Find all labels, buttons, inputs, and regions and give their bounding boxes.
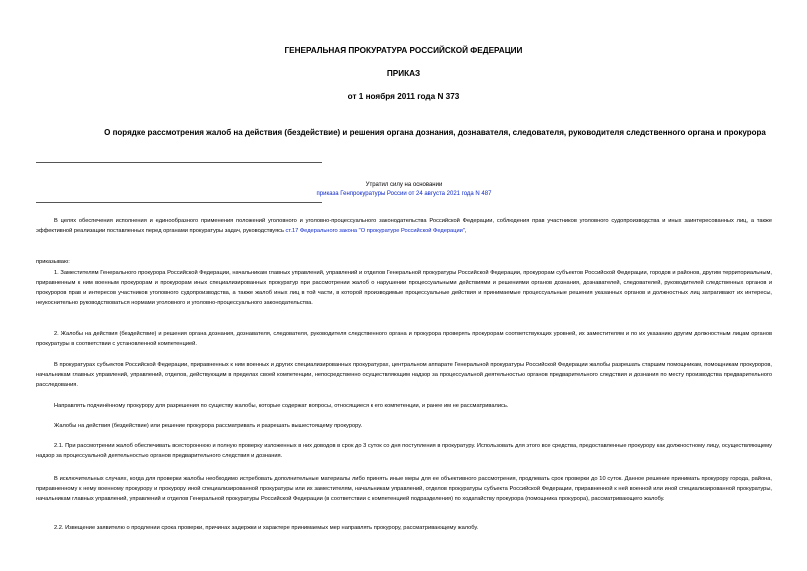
paragraph-1: 1. Заместителям Генерального прокурора Российской Федерации, начальникам главных управлений, управлений и отделов Генеральной прокуратуры Российской Федерации, прокурорам субъектов Российской Федерации, городов и районов, другим территориальным, приравненным к ним военным прокурорам и прокурорам иных специализированных прокуратур при рассмотрении жалоб о нарушении процессуальными действиями и решениями органов дознания, дознавателей, следователей, руководителей следственных органов и прокуроров прав и интересов участников уголовного судопроизводства, а также жалоб иных лиц в той части, в которой производимые процессуальные действия и принимаемые процессуальные решения указанных органов и должностных лиц затрагивают их интересы, неукоснительно руководствоваться нормами уголовного и уголовно-процессуального законодательства. (36, 270, 772, 306)
paragraph-2: 2. Жалобы на действия (бездействие) и решения органа дознания, дознавателя, следователя, руководителя следственного органа и прокурора проверять прокурорам соответствующих уровней, их заместителям и по их указанию другим должностным лицам органов прокуратуры в соответствии с установленной компетенцией. (36, 331, 772, 347)
paragraph-8: 2.2. Извещение заявителю о продлении срока проверки, причинах задержки и характере принимаемых мер направлять прокурору, рассматривающему жалобу. (54, 525, 479, 531)
expired-notice (36, 181, 772, 199)
divider-line (36, 162, 322, 163)
paragraph-5: Жалобы на действия (бездействие) или решение прокурора рассматривать и разрешать вышестоящему прокурору. (54, 423, 363, 429)
law-article-link[interactable]: ст.17 Федерального закона "О прокуратуре Российской Федерации" (285, 228, 465, 234)
doc-type-heading: ПРИКАЗ (386, 69, 421, 78)
divider-line-2 (36, 202, 322, 203)
paragraph-7: В исключительных случаях, когда для проверки жалобы необходимо истребовать дополнительные материалы либо принять иные меры для ее объективного рассмотрения, продлевать срок проверки до 10 суток. Данное решение принимать прокурору города, района, приравненному к нему военному прокурору и прокурору иной специализированной прокуратуры или их заместителям, начальникам управлений, отделов прокуратуры субъекта Российской Федерации, приравненной к ней военной или иной специализированной прокуратуры, начальникам главных управлений, управлений и отделов Генеральной прокуратуры Российской Федерации (в соответствии с компетенцией подразделения) по ходатайству прокурора (помощника прокурора), рассматривающего жалобу. (36, 476, 772, 502)
order-verb: приказываю: (36, 259, 70, 265)
org-heading: ГЕНЕРАЛЬНАЯ ПРОКУРАТУРА РОССИЙСКОЙ ФЕДЕРАЦИИ (284, 46, 523, 55)
intro-text-end: , (464, 228, 467, 234)
document-title: О порядке рассмотрения жалоб на действия (бездействие) и решения органа дознания, дознавателя, следователя, руководителя следственного органа и прокурора (104, 128, 766, 137)
paragraph-3: В прокуратурах субъектов Российской Федерации, приравненных к ним военных и других специализированных прокуратурах, центральном аппарате Генеральной прокуратуры Российской Федерации жалобы разрешать старшим помощникам, помощникам прокуроров, начальникам главных управлений, управлений, отделов, действующим в пределах своей компетенции, непосредственно осуществляющим надзор за процессуальной деятельностью органов предварительного следствия и дознания по месту производства предварительного расследования. (36, 362, 772, 388)
date-number-heading: от 1 ноября 2011 года N 373 (347, 92, 460, 101)
expired-order-link[interactable]: приказа Генпрокуратуры России от 24 августа 2021 года N 487 (316, 191, 492, 197)
expired-notice-text: Утратил силу на основании (365, 182, 443, 188)
intro-paragraph (36, 216, 772, 236)
paragraph-6: 2.1. При рассмотрении жалоб обеспечивать всестороннюю и полную проверку изложенных в них доводов в срок до 3 суток со дня поступления в прокуратуру. Использовать для этого все средства, предоставленные прокурору как должностному лицу, осуществляющему надзор за процессуальной деятельностью органов предварительного следствия и дознания. (36, 443, 772, 459)
paragraph-4: Направлять подчинённому прокурору для разрешения по существу жалобы, которые содержат вопросы, относящиеся к его компетенции, и ранее им не рассматривались. (54, 403, 509, 409)
intro-text: В целях обеспечения исполнения и единообразного применения положений уголовного и уголовно-процессуального законодательства Российской Федерации, соблюдения прав участников уголовного судопроизводства и иных заинтересованных лиц, а также эффективной реализации поставленных перед органами прокуратуры задач, руководствуясь (36, 218, 772, 234)
